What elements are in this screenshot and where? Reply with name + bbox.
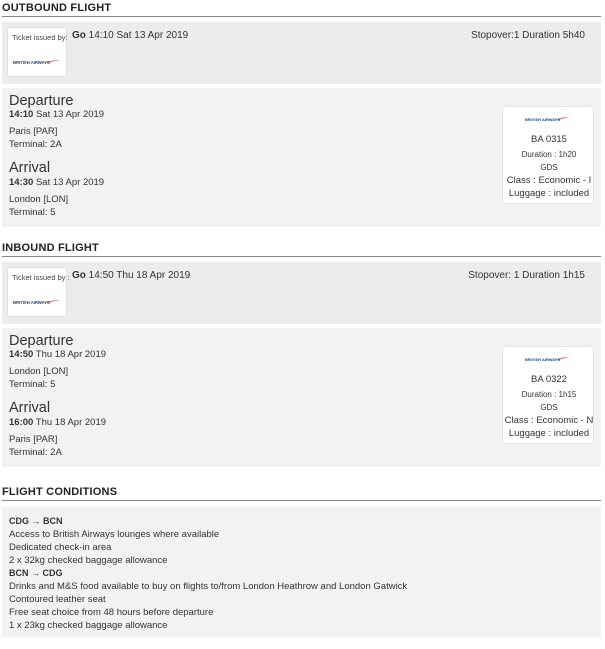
outbound-stopover: Stopover:1 Duration 5h40 xyxy=(471,30,585,41)
departure-heading: Departure xyxy=(9,333,74,349)
departure-time xyxy=(9,349,106,360)
departure-time-value: 14:10 xyxy=(9,109,34,120)
flight-number: BA 0315 xyxy=(531,134,567,145)
arrival-city: London [LON] xyxy=(9,194,69,205)
flight-luggage: Luggage : included xyxy=(508,188,590,199)
conditions-section-title: FLIGHT CONDITIONS xyxy=(2,486,601,501)
arrival-heading: Arrival xyxy=(9,160,51,176)
departure-city: London [LON] xyxy=(9,366,69,377)
ticket-issued-label: Ticket issued by: xyxy=(12,33,68,42)
arrival-time-value: 14:30 xyxy=(9,177,34,188)
airline-logo-text: BRITISH AIRWAYS xyxy=(13,60,50,65)
inbound-ticket-issuer-box xyxy=(7,267,70,317)
airline-logo-text: BRITISH AIRWAYS xyxy=(525,117,561,122)
condition-item: 2 x 32kg checked baggage allowance xyxy=(9,555,168,566)
flight-number: BA 0322 xyxy=(531,374,567,385)
arrival-date: Sat 13 Apr 2019 xyxy=(35,177,105,188)
flight-source: GDS xyxy=(540,163,558,172)
arrival-terminal: Terminal: 5 xyxy=(9,207,56,218)
outbound-flight-card xyxy=(502,106,594,204)
arrival-heading: Arrival xyxy=(9,400,51,416)
flight-source: GDS xyxy=(540,403,558,412)
departure-city: Paris [PAR] xyxy=(9,126,58,137)
airline-logo-text: BRITISH AIRWAYS xyxy=(13,300,50,305)
inbound-detail-panel xyxy=(2,328,601,467)
go-label: Go xyxy=(72,30,86,41)
british-airways-logo xyxy=(525,355,571,363)
flight-class: Class : Economic - I xyxy=(506,175,592,186)
british-airways-logo xyxy=(13,58,61,66)
departure-time-value: 14:50 xyxy=(9,349,34,360)
flight-class: Class : Economic - N xyxy=(504,415,594,426)
british-airways-logo xyxy=(525,115,571,123)
arrival-city: Paris [PAR] xyxy=(9,434,58,445)
arrival-time-value: 16:00 xyxy=(9,417,34,428)
inbound-go-info xyxy=(72,270,190,281)
flight-luggage: Luggage : included xyxy=(508,428,590,439)
outbound-detail-panel xyxy=(2,88,601,227)
ticket-issued-label: Ticket issued by : xyxy=(12,273,70,282)
outbound-go-info xyxy=(72,30,188,41)
condition-item: Contoured leather seat xyxy=(9,594,106,605)
conditions-panel xyxy=(2,507,601,637)
arrival-time xyxy=(9,177,104,188)
arrival-date: Thu 18 Apr 2019 xyxy=(35,417,107,428)
flight-duration: Duration : 1h20 xyxy=(521,150,577,159)
british-airways-logo xyxy=(13,298,61,306)
outbound-section-title: OUTBOUND FLIGHT xyxy=(2,2,601,17)
inbound-stopover: Stopover: 1 Duration 1h15 xyxy=(468,270,585,281)
outbound-ticket-bar xyxy=(2,22,601,84)
go-datetime: 14:10 Sat 13 Apr 2019 xyxy=(88,30,189,41)
departure-date: Sat 13 Apr 2019 xyxy=(35,109,105,120)
airline-logo-text: BRITISH AIRWAYS xyxy=(525,357,561,362)
condition-item: Free seat choice from 48 hours before departure xyxy=(9,607,214,618)
condition-item: Access to British Airways lounges where available xyxy=(9,529,220,540)
condition-item: 1 x 23kg checked baggage allowance xyxy=(9,620,168,631)
outbound-ticket-issuer-box xyxy=(7,27,67,77)
departure-terminal: Terminal: 2A xyxy=(9,139,62,150)
departure-time xyxy=(9,109,104,120)
arrival-terminal: Terminal: 2A xyxy=(9,447,62,458)
condition-route: BCN → CDG xyxy=(9,568,63,578)
inbound-flight-card xyxy=(502,346,594,444)
departure-terminal: Terminal: 5 xyxy=(9,379,56,390)
inbound-section-title: INBOUND FLIGHT xyxy=(2,242,601,257)
go-label: Go xyxy=(72,270,86,281)
condition-item: Drinks and M&S food available to buy on flights to/from London Heathrow and London Gatwick xyxy=(9,581,408,592)
arrival-time xyxy=(9,417,106,428)
condition-item: Dedicated check-in area xyxy=(9,542,112,553)
inbound-ticket-bar xyxy=(2,262,601,324)
condition-route: CDG → BCN xyxy=(9,516,63,526)
departure-heading: Departure xyxy=(9,93,74,109)
flight-duration: Duration : 1h15 xyxy=(521,390,577,399)
go-datetime: 14:50 Thu 18 Apr 2019 xyxy=(88,270,191,281)
departure-date: Thu 18 Apr 2019 xyxy=(35,349,107,360)
